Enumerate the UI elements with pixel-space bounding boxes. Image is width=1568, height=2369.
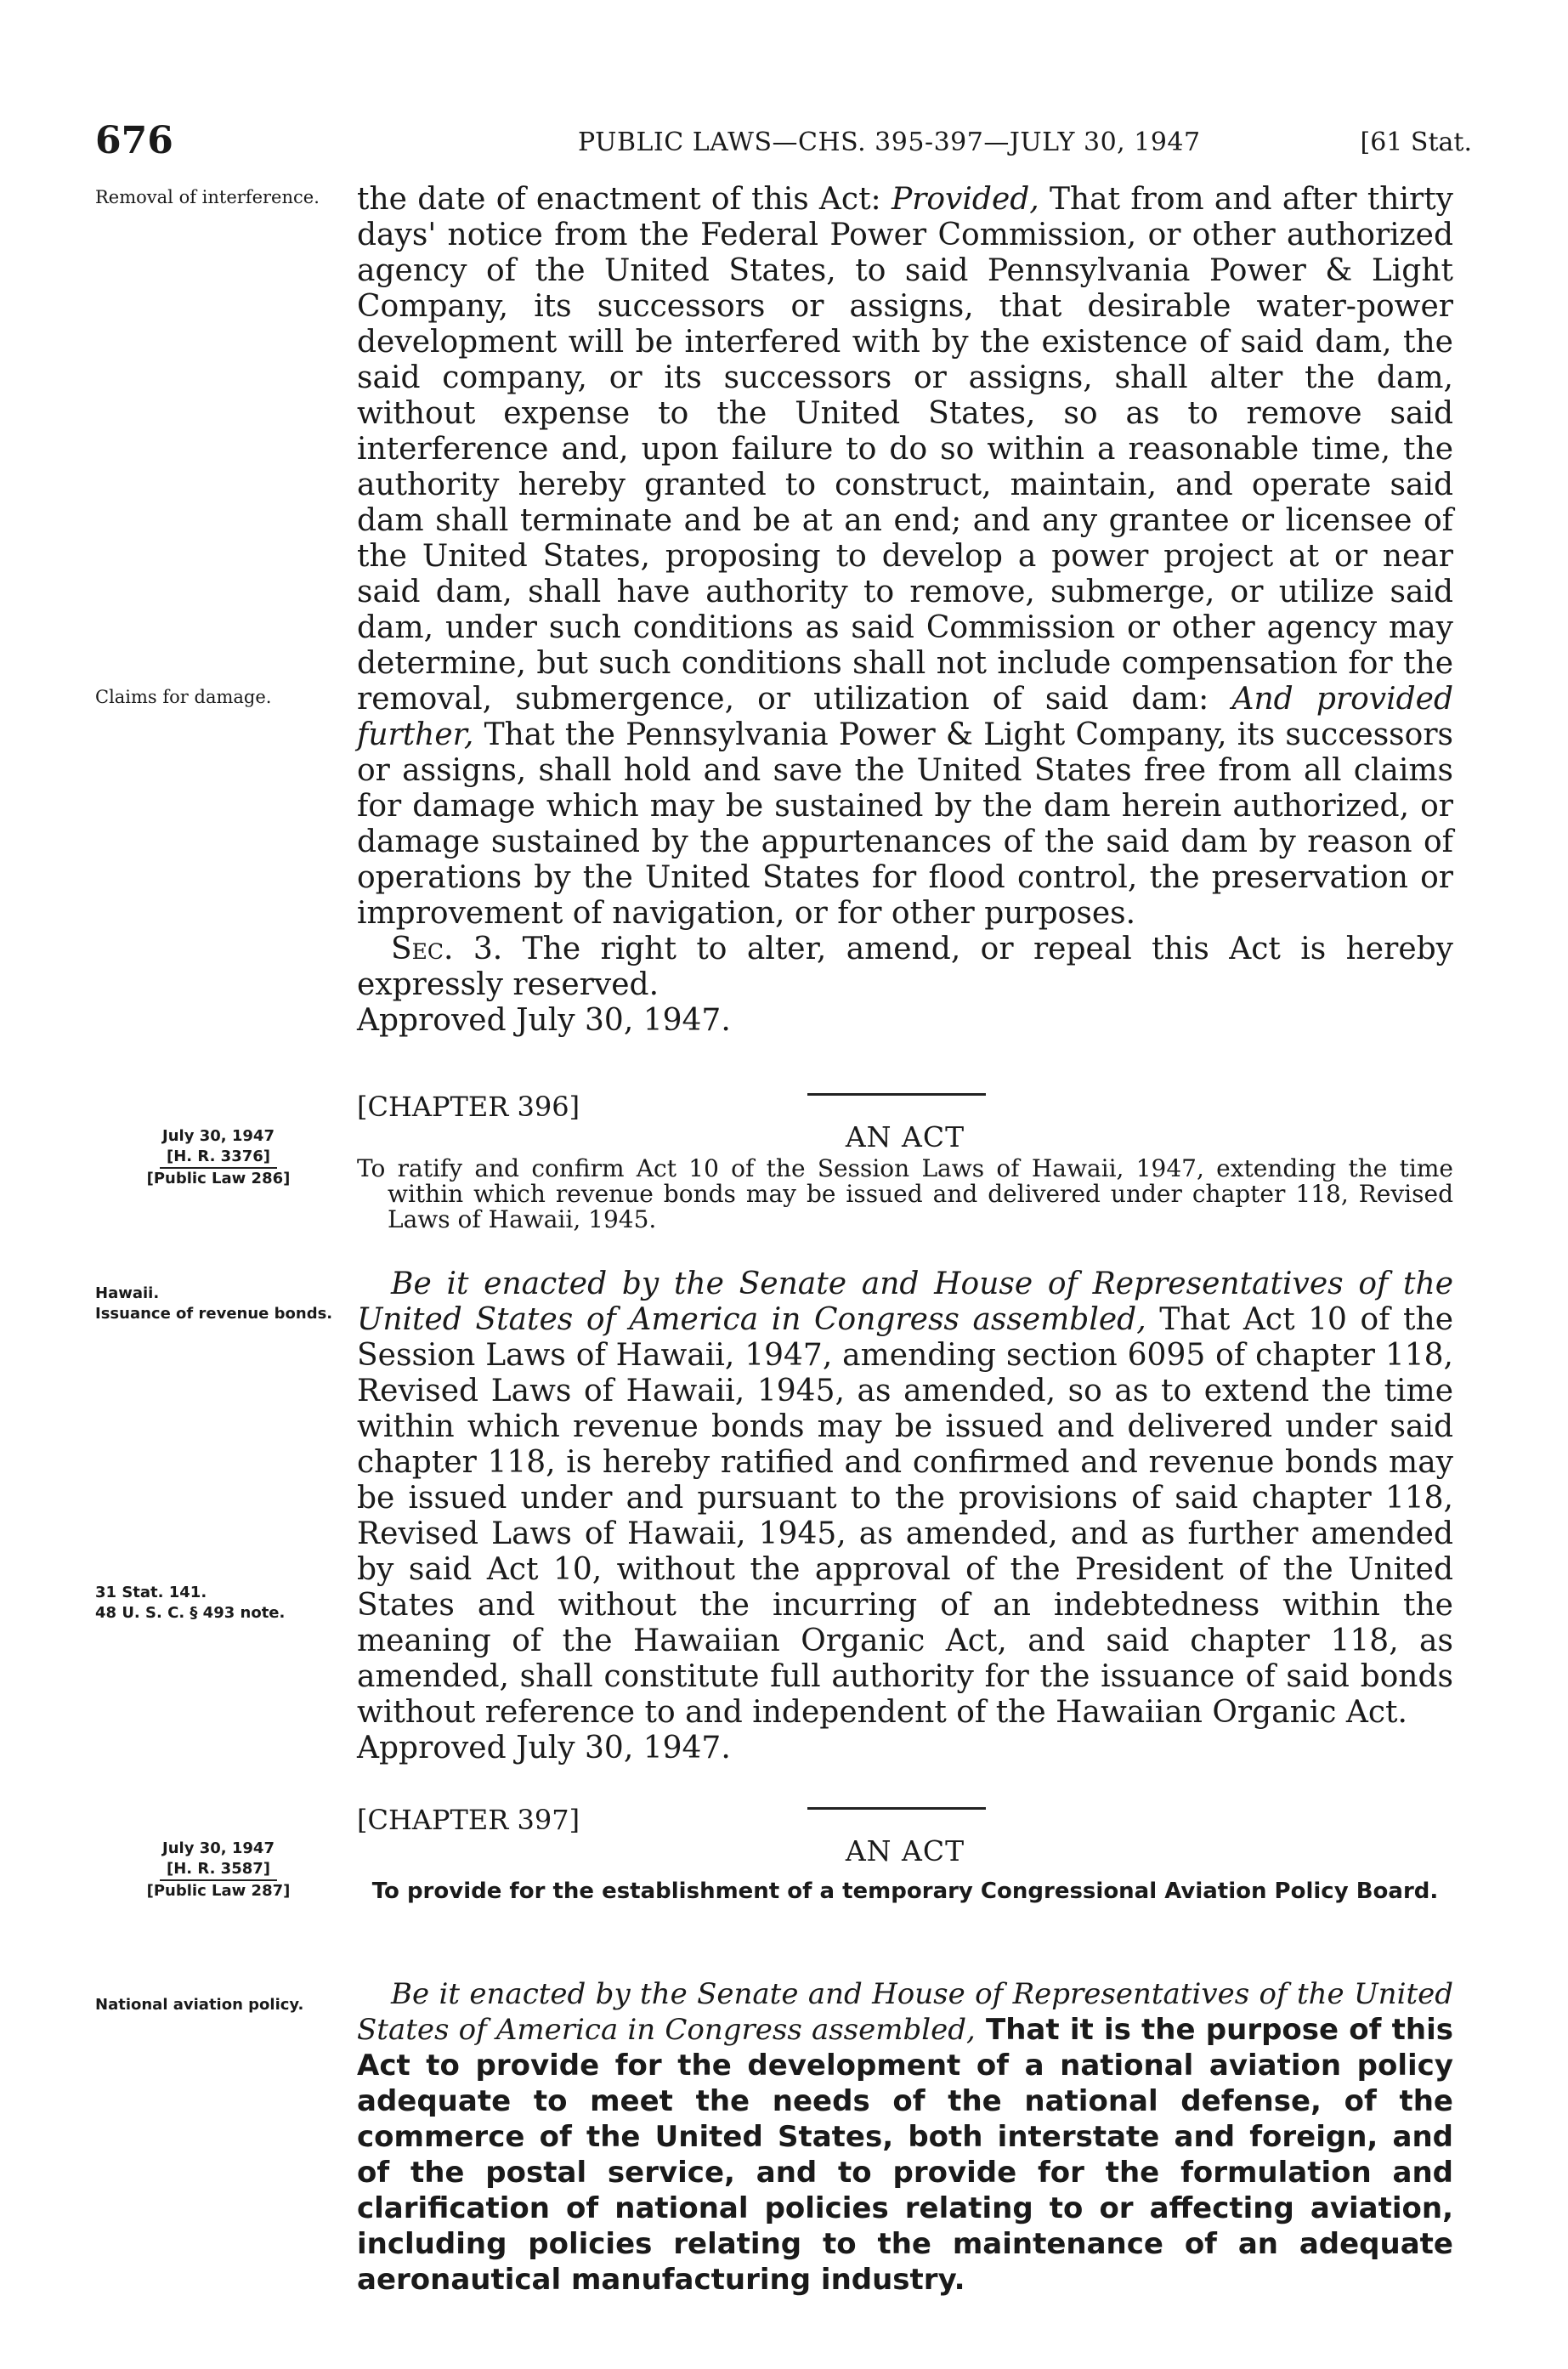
ch397-bill: [H. R. 3587]: [160, 1859, 277, 1881]
margin-note-hawaii: [95, 1284, 342, 1324]
margin-note-ch397-ref: [95, 1839, 342, 1901]
chapter-396-an-act: AN ACT: [845, 1120, 965, 1153]
chapter-396-rule: [807, 1093, 986, 1096]
proviso-paragraph: the date of enactment of this Act: Provided, That from and after thirty days' notice from the Federal Power Commission, or other authorized agency of the United States, to said Pennsylvania Power & Light Company, its successors or assigns, that desirable water-power development will be interfered with by the existence of said dam, the said company, or its successors or assigns, shall alter the dam, without expense to the United States, so as to remove said interference and, upon failure to do so within a reasonable time, the authority hereby granted to construct, maintain, and operate said dam shall terminate and be at an end; and any grantee or licensee of the United States, proposing to develop a power project at or near said dam, shall have authority to remove, submerge, or utilize said dam, under such conditions as said Commission or other agency may determine, but such conditions shall not include compensation for the removal, submergence, or utilization of said dam: And provided further, That the Pennsylvania Power & Light Company, its successors or assigns, shall hold and save the United States free from all claims for damage which may be sustained by the dam herein authorized, or damage sustained by the appurtenances of the said dam by reason of operations by the United States for flood control, the preservation or improvement of navigation, or for other purposes.: [357, 182, 1454, 931]
chapter-397-heading: [CHAPTER 397]: [357, 1804, 580, 1836]
ch396-approved: Approved July 30, 1947.: [357, 1731, 731, 1765]
chapter-397-an-act: AN ACT: [845, 1834, 965, 1867]
running-title: PUBLIC LAWS—CHS. 395-397—JULY 30, 1947: [578, 128, 1201, 157]
ch396-law: [Public Law 286]: [146, 1170, 291, 1187]
margin-note-claims: Claims for damage.: [95, 687, 272, 707]
ch397-law: [Public Law 287]: [146, 1882, 291, 1900]
revenue-bonds-label: Issuance of revenue bonds.: [95, 1305, 333, 1323]
ch397-body-text: That it is the purpose of this Act to provide for the development of a national aviation policy adequate to meet the needs of the national defense, of the commerce of the United States, both interstate and foreign, and of the postal service, and to provide for the formulation and clarification of national policies relating to or affecting aviation, including policies relating to the maintenance of an adequate aeronautical manufacturing industry.: [357, 2013, 1454, 2297]
ch396-date: July 30, 1947: [162, 1127, 275, 1145]
page-header: [95, 119, 1472, 170]
volume-reference: [61 Stat.: [1360, 128, 1472, 157]
margin-note-aviation: National aviation policy.: [95, 1996, 304, 2014]
chapter-396-title: To ratify and confirm Act 10 of the Session Laws of Hawaii, 1947, extending the time within which revenue bonds may be issued and delivered under chapter 118, Revised Laws of Hawaii, 1945.: [357, 1154, 1453, 1233]
ch397-date: July 30, 1947: [162, 1839, 275, 1857]
margin-note-removal: Removal of interference.: [95, 187, 320, 207]
page-number: 676: [95, 119, 173, 162]
ch397-enacting-clause: Be it enacted by the Senate and House of Representatives of the United States of America in Congress assembled,: [357, 1977, 1453, 2047]
approved-date: Approved July 30, 1947.: [357, 1003, 731, 1038]
chapter-396-body: [357, 1267, 1453, 1766]
chapter-397-title: To provide for the establishment of a temporary Congressional Aviation Policy Board.: [371, 1879, 1439, 1904]
chapter-396-heading: [CHAPTER 396]: [357, 1091, 580, 1123]
margin-note-citations: [95, 1583, 342, 1624]
section-continuation: [357, 182, 1453, 1039]
chapter-397-body: [357, 1976, 1453, 2298]
usc-reference: 48 U. S. C. § 493 note.: [95, 1604, 286, 1622]
ch396-bill: [H. R. 3376]: [160, 1147, 277, 1169]
ch396-enacting-clause: Be it enacted by the Senate and House of Representatives of the United States of America in Congress assembled,: [357, 1267, 1453, 1337]
ch396-body-text: That Act 10 of the Session Laws of Hawaii, 1947, amending section 6095 of chapter 118, Revised Laws of Hawaii, 1945, as amended, so as to extend the time within which revenue bonds may be issued and delivered under said chapter 118, is hereby ratified and confirmed and revenue bonds may be issued under and pursuant to the provisions of said chapter 118, Revised Laws of Hawaii, 1945, as amended, and as further amended by said Act 10, without the approval of the President of the United States and without the incurring of an indebtedness within the meaning of the Hawaiian Organic Act, and said chapter 118, as amended, shall constitute full authority for the issuance of said bonds without reference to and independent of the Hawaiian Organic Act.: [357, 1302, 1453, 1730]
margin-note-ch396-ref: [95, 1126, 342, 1189]
chapter-397-rule: [807, 1807, 986, 1810]
stat-reference: 31 Stat. 141.: [95, 1584, 207, 1601]
hawaii-label: Hawaii.: [95, 1284, 160, 1302]
section-3-paragraph: Sec. 3. The right to alter, amend, or repeal this Act is hereby expressly reserved.: [357, 932, 1454, 1002]
